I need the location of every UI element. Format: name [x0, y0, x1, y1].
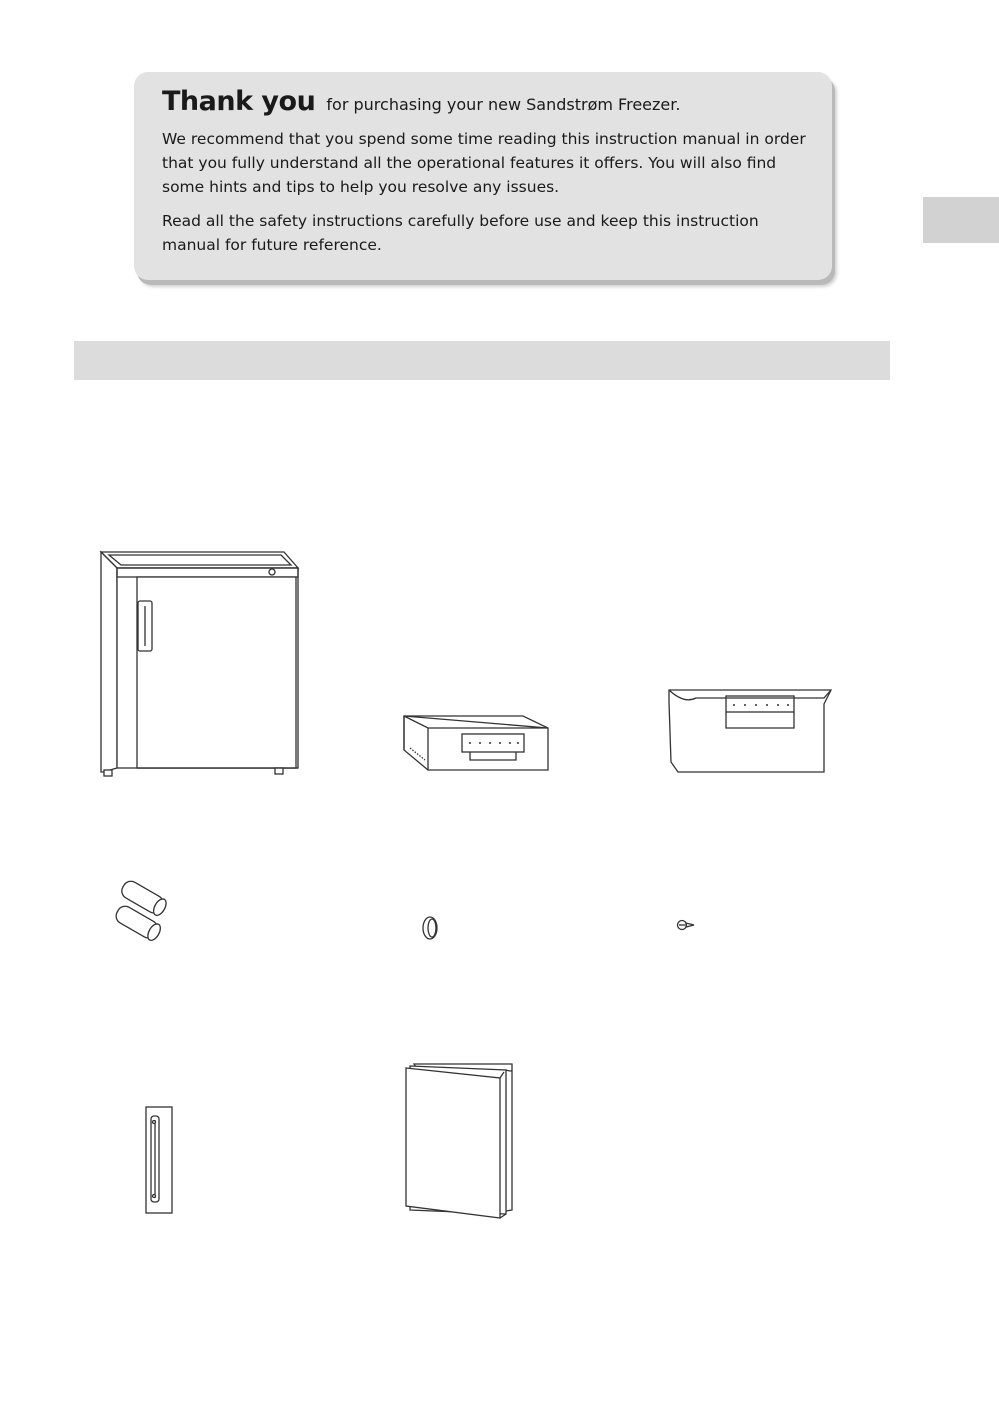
thank-you-title: Thank you — [162, 86, 316, 117]
section-header-bar — [74, 341, 890, 380]
thank-you-box — [134, 72, 832, 280]
spacers-illustration — [102, 878, 178, 950]
cap-illustration — [420, 914, 440, 942]
thank-you-heading — [162, 86, 812, 117]
intro-paragraph-1: We recommend that you spend some time reading this instruction manual in order that you fully understand all the operational features it offers. You will also find some hints and tips to help you resolve any issues. — [162, 130, 806, 196]
manual-booklet-illustration — [400, 1060, 516, 1222]
deep-drawer-illustration — [664, 682, 836, 778]
door-handle-illustration — [140, 1104, 180, 1216]
thank-you-subtitle: for purchasing your new Sandstrøm Freezer. — [326, 95, 681, 114]
side-tab-marker — [923, 197, 999, 243]
intro-paragraph-2: Read all the safety instructions carefully before use and keep this instruction manual for future reference. — [162, 212, 759, 254]
screw-illustration — [676, 918, 698, 932]
freezer-illustration — [94, 546, 304, 780]
shallow-drawer-illustration — [398, 708, 552, 778]
